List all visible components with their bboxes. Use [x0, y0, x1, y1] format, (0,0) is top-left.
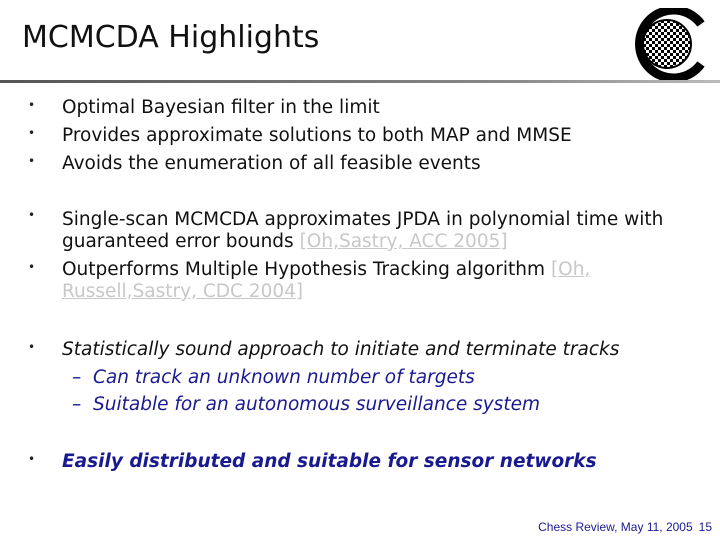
bullet-line: Single-scan MCMCDA approximates JPDA in polynomial time with: [62, 209, 664, 230]
bullet-marker: •: [28, 340, 36, 354]
bullet-marker: •: [28, 260, 36, 274]
bullet-text: Avoids the enumeration of all feasible events: [62, 153, 481, 174]
sub-bullet-marker: –: [72, 394, 82, 415]
citation-link[interactable]: [Oh,: [550, 259, 591, 280]
bullet-line-continued: guaranteed error bounds: [62, 231, 300, 252]
bullet-text: Easily distributed and suitable for sensor networks: [62, 451, 597, 472]
footer-text: Chess Review, May 11, 2005: [538, 520, 693, 534]
bullet-line: Outperforms Multiple Hypothesis Tracking algorithm: [62, 259, 551, 280]
bullet-text: Statistically sound approach to initiate and terminate tracks: [62, 339, 620, 360]
bullet-text: [62, 209, 682, 230]
bullet-marker: •: [28, 154, 36, 168]
sub-bullet-text: Can track an unknown number of targets: [93, 367, 475, 388]
bullet-text-continuation: [62, 281, 682, 302]
bullet-text-continuation: [62, 231, 682, 252]
slide-footer: [538, 520, 712, 534]
sub-bullet: [72, 367, 475, 388]
bullet-text: Provides approximate solutions to both MAP and MMSE: [62, 125, 572, 146]
bullet-text: [62, 259, 682, 280]
sub-bullet-text: Suitable for an autonomous surveillance system: [93, 394, 540, 415]
bullet-marker: •: [28, 126, 36, 140]
citation-link[interactable]: [Oh,Sastry, ACC 2005]: [299, 231, 508, 252]
bullet-marker: •: [28, 452, 36, 466]
slide-title: MCMCDA Highlights: [22, 20, 320, 55]
bullet-marker: •: [28, 98, 36, 112]
sub-bullet-marker: –: [72, 367, 82, 388]
page-number: 15: [698, 520, 712, 534]
citation-link-continued[interactable]: Russell,Sastry, CDC 2004]: [62, 281, 304, 302]
sub-bullet: [72, 394, 540, 415]
bullet-text: Optimal Bayesian filter in the limit: [62, 97, 380, 118]
bullet-marker: •: [28, 208, 36, 222]
